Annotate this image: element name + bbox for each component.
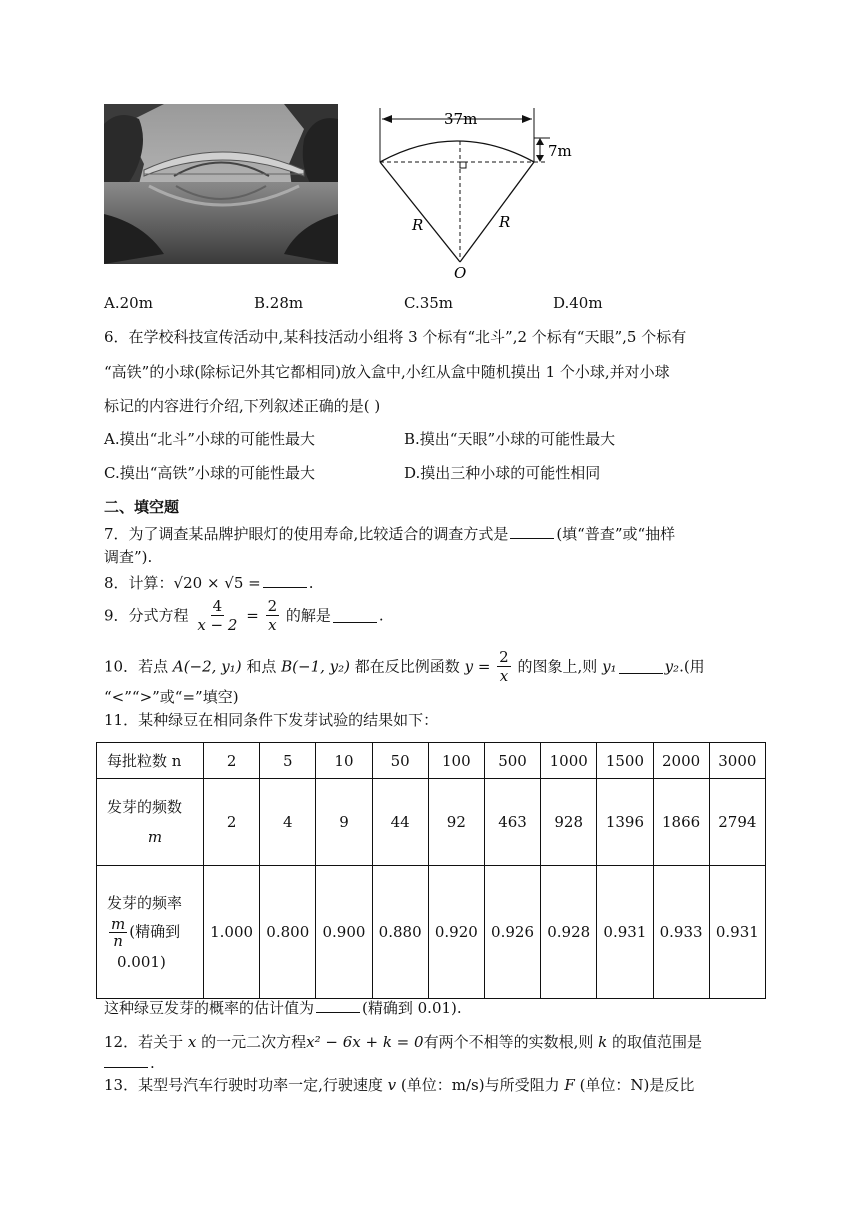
arch-diagram bbox=[372, 100, 572, 282]
q10-func-lhs: y = bbox=[464, 657, 491, 676]
q12-text-d: 的取值范围是 bbox=[612, 1033, 703, 1051]
m-cell-1: 4 bbox=[260, 779, 316, 866]
q6-line-3: 标记的内容进行介绍,下列叙述正确的是( ) bbox=[104, 397, 381, 415]
rate-cell-7: 0.931 bbox=[597, 866, 653, 999]
q12-equation: x² − 6x + k = 0 bbox=[306, 1033, 424, 1051]
q9-frac-left-den: x − 2 bbox=[197, 616, 238, 634]
n-cell-8: 2000 bbox=[653, 743, 709, 779]
m-cell-6: 928 bbox=[541, 779, 597, 866]
table-row-batch-size bbox=[97, 743, 766, 779]
q10-func-fraction bbox=[497, 648, 511, 685]
n-cell-6: 1000 bbox=[541, 743, 597, 779]
n-cell-0: 2 bbox=[204, 743, 260, 779]
q11-intro: 11．某种绿豆在相同条件下发芽试验的结果如下： bbox=[104, 711, 439, 729]
m-cell-5: 463 bbox=[484, 779, 540, 866]
row-label-frequency-b: m bbox=[147, 828, 163, 846]
q10-point-a: A(−2, y₁) bbox=[172, 657, 242, 676]
m-cell-0: 2 bbox=[204, 779, 260, 866]
q9-suffix-b: . bbox=[378, 606, 384, 625]
q10-mid-1: 和点 bbox=[246, 657, 277, 676]
rate-cell-4: 0.920 bbox=[428, 866, 484, 999]
n-cell-4: 100 bbox=[428, 743, 484, 779]
width-label: 37m bbox=[444, 110, 478, 128]
q8-suffix: . bbox=[308, 574, 314, 592]
q9-frac-right-den: x bbox=[268, 616, 277, 634]
m-cell-4: 92 bbox=[428, 779, 484, 866]
q9-answer-blank[interactable] bbox=[333, 608, 377, 623]
q13-line-1 bbox=[104, 1074, 694, 1096]
n-cell-1: 5 bbox=[260, 743, 316, 779]
radius-label-left: R bbox=[412, 216, 424, 234]
bridge-photo-image bbox=[104, 104, 338, 264]
q6-option-d: D.摸出三种小球的可能性相同 bbox=[404, 464, 601, 482]
rate-precision: (精确到 bbox=[129, 922, 181, 940]
q12-text-c: 有两个不相等的实数根,则 bbox=[423, 1033, 594, 1051]
row-label-frequency-a: 发芽的频数 bbox=[107, 798, 183, 816]
q10-y2: y₂ bbox=[664, 657, 680, 676]
rate-cell-9: 0.931 bbox=[709, 866, 765, 999]
q13-var-f: F bbox=[564, 1076, 575, 1094]
q9-frac-right-num: 2 bbox=[267, 597, 278, 615]
section-fill-blank-title: 二、填空题 bbox=[104, 498, 180, 516]
rate-cell-2: 0.900 bbox=[316, 866, 372, 999]
q12-text-b: 的一元二次方程 bbox=[201, 1033, 307, 1051]
q13-text-c: (单位：N)是反比 bbox=[579, 1076, 695, 1094]
n-cell-9: 3000 bbox=[709, 743, 765, 779]
q5-option-c: C.35m bbox=[404, 294, 454, 312]
q10-line-2: “<”“>”或“=”填空) bbox=[104, 688, 239, 706]
rate-frac-den: n bbox=[113, 931, 123, 950]
q9-fraction-right bbox=[266, 597, 280, 634]
height-label: 7m bbox=[548, 142, 572, 160]
m-cell-2: 9 bbox=[316, 779, 372, 866]
row-label-batch-size: 每批粒数 n bbox=[97, 743, 204, 779]
center-label: O bbox=[454, 264, 467, 282]
rate-cell-0: 1.000 bbox=[204, 866, 260, 999]
q10-point-b: B(−1, y₂) bbox=[281, 657, 350, 676]
q7-line-1 bbox=[104, 523, 675, 545]
q13-text-b: (单位：m/s)与所受阻力 bbox=[400, 1076, 560, 1094]
q12-suffix: . bbox=[150, 1054, 155, 1072]
q7-text-b: (填“普查”或“抽样 bbox=[556, 525, 676, 543]
q6-line-2: “高铁”的小球(除标记外其它都相同)放入盒中,小红从盒中随机摸出 1 个小球,并对小球 bbox=[104, 363, 670, 381]
arch-geometry-figure bbox=[372, 100, 572, 282]
row-label-rate bbox=[97, 866, 204, 999]
rate-fraction bbox=[109, 916, 127, 949]
table-row-frequency bbox=[97, 779, 766, 866]
q7-text-a: 7．为了调查某品牌护眼灯的使用寿命,比较适合的调查方式是 bbox=[104, 525, 509, 543]
q10-prefix: 10．若点 bbox=[104, 657, 169, 676]
n-cell-7: 1500 bbox=[597, 743, 653, 779]
row-label-rate-a: 发芽的频率 bbox=[107, 893, 183, 912]
q12-text-a: 12．若关于 bbox=[104, 1033, 184, 1051]
q6-line-1: 6．在学校科技宣传活动中,某科技活动小组将 3 个标有“北斗”,2 个标有“天眼”,5 个标有 bbox=[104, 328, 687, 346]
q9-equals: = bbox=[246, 606, 259, 625]
q6-option-b: B.摸出“天眼”小球的可能性最大 bbox=[404, 430, 616, 448]
q13-text-a: 13．某型号汽车行驶时功率一定,行驶速度 bbox=[104, 1076, 383, 1094]
q10-y1: y₁ bbox=[602, 657, 617, 676]
m-cell-9: 2794 bbox=[709, 779, 765, 866]
m-cell-3: 44 bbox=[372, 779, 428, 866]
q9-fraction-left bbox=[195, 597, 239, 634]
q13-var-v: v bbox=[387, 1076, 397, 1094]
q11-answer-blank[interactable] bbox=[316, 998, 360, 1013]
q12-line-1 bbox=[104, 1031, 702, 1053]
q7-line-2: 调查”). bbox=[104, 548, 153, 566]
row-label-frequency bbox=[97, 779, 204, 866]
q5-option-a: A.20m bbox=[104, 294, 153, 312]
q7-answer-blank[interactable] bbox=[510, 524, 554, 539]
q11-conclusion bbox=[104, 997, 462, 1019]
table-row-rate bbox=[97, 866, 766, 999]
q8-expression: √20 × √5 = bbox=[173, 574, 261, 592]
germination-table bbox=[96, 742, 766, 999]
rate-cell-1: 0.800 bbox=[260, 866, 316, 999]
rate-cell-3: 0.880 bbox=[372, 866, 428, 999]
q10-func-num: 2 bbox=[499, 648, 509, 666]
rate-cell-5: 0.926 bbox=[484, 866, 540, 999]
m-cell-8: 1866 bbox=[653, 779, 709, 866]
q10-func-den: x bbox=[499, 667, 509, 685]
q5-option-b: B.28m bbox=[254, 294, 304, 312]
q10-tail: .(用 bbox=[679, 657, 705, 676]
q12-var-x: x bbox=[187, 1033, 197, 1051]
row-label-rate-b bbox=[107, 916, 203, 949]
q9-prefix: 9．分式方程 bbox=[104, 606, 189, 625]
q12-line-2 bbox=[104, 1052, 155, 1074]
bridge-photo bbox=[104, 104, 338, 264]
rate-cell-8: 0.933 bbox=[653, 866, 709, 999]
rate-cell-6: 0.928 bbox=[541, 866, 597, 999]
q11-conclusion-b: (精确到 0.01). bbox=[362, 999, 462, 1017]
n-cell-5: 500 bbox=[484, 743, 540, 779]
q8-prefix: 8．计算： bbox=[104, 574, 174, 592]
q10-answer-blank[interactable] bbox=[619, 659, 663, 674]
q6-option-a: A.摸出“北斗”小球的可能性最大 bbox=[104, 430, 315, 448]
q10-mid-3: 的图象上,则 bbox=[517, 657, 598, 676]
q12-var-k: k bbox=[598, 1033, 608, 1051]
q10-line-1 bbox=[104, 648, 705, 685]
q9-suffix-a: 的解是 bbox=[285, 606, 331, 625]
q5-option-d: D.40m bbox=[553, 294, 603, 312]
q9-frac-left-num: 4 bbox=[212, 597, 223, 615]
q9-line bbox=[104, 597, 384, 634]
q8-answer-blank[interactable] bbox=[263, 573, 307, 588]
rate-frac-num: m bbox=[111, 914, 126, 933]
radius-label-right: R bbox=[499, 213, 511, 231]
q10-mid-2: 都在反比例函数 bbox=[354, 657, 460, 676]
q6-option-c: C.摸出“高铁”小球的可能性最大 bbox=[104, 464, 316, 482]
row-label-rate-c: 0.001) bbox=[117, 952, 166, 971]
q8-line bbox=[104, 572, 314, 594]
q12-answer-blank[interactable] bbox=[104, 1053, 148, 1068]
n-cell-3: 50 bbox=[372, 743, 428, 779]
q11-conclusion-a: 这种绿豆发芽的概率的估计值为 bbox=[104, 999, 315, 1017]
n-cell-2: 10 bbox=[316, 743, 372, 779]
m-cell-7: 1396 bbox=[597, 779, 653, 866]
